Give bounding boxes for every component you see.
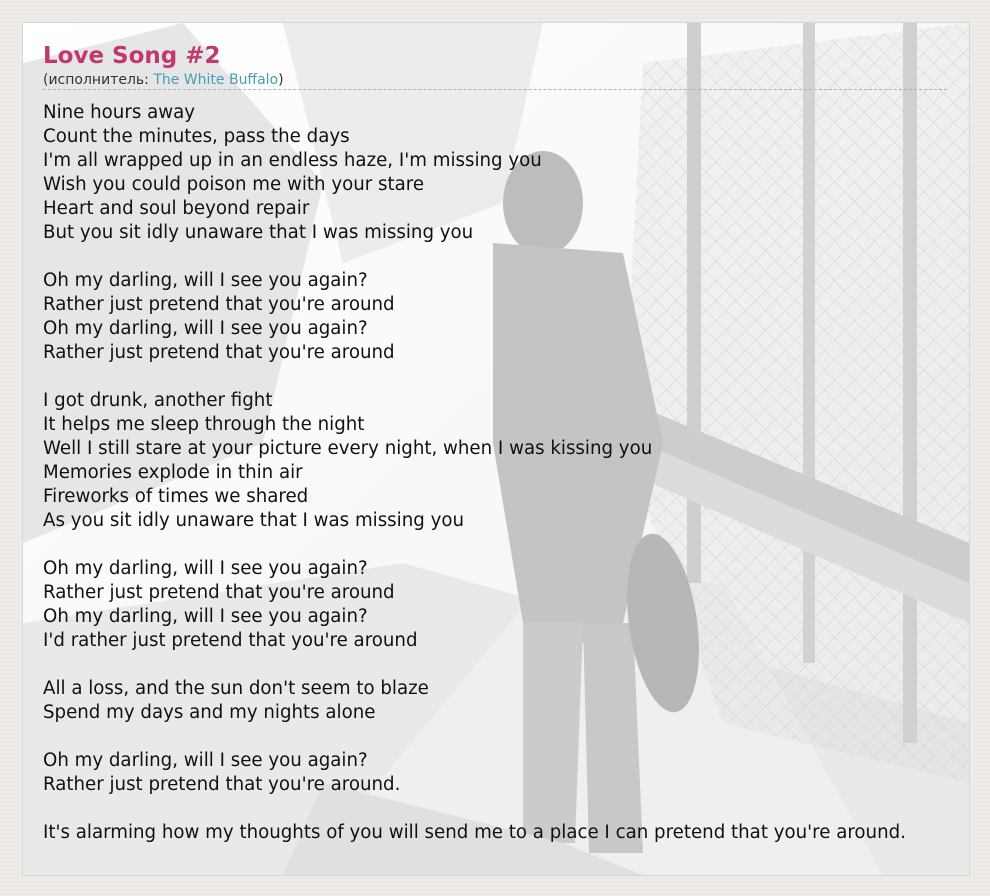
stanza — [43, 557, 969, 653]
lyric-line: Oh my darling, will I see you again? — [43, 606, 368, 627]
lyric-line: Oh my darling, will I see you again? — [43, 318, 368, 339]
lyric-line: Oh my darling, will I see you again? — [43, 270, 368, 291]
lyric-line: Nine hours away — [43, 102, 196, 123]
lyric-line: It's alarming how my thoughts of you will send me to a place I can pretend that you're around. — [43, 822, 906, 843]
artist-prefix: (исполнитель: — [43, 72, 154, 88]
lyric-line: Memories explode in thin air — [43, 462, 303, 483]
lyric-line: Heart and soul beyond repair — [43, 198, 310, 219]
lyric-line: Fireworks of times we shared — [43, 486, 309, 507]
stanza — [43, 101, 969, 245]
stanza-gap — [43, 533, 969, 557]
stanza — [43, 749, 969, 797]
stanza-gap — [43, 245, 969, 269]
lyric-line: Rather just pretend that you're around — [43, 582, 395, 603]
stanza — [43, 269, 969, 365]
lyric-line: Well I still stare at your picture every night, when I was kissing you — [43, 438, 653, 459]
lyric-line: Rather just pretend that you're around — [43, 342, 395, 363]
lyrics-card — [22, 22, 970, 876]
artist-line — [43, 71, 947, 90]
lyric-line: As you sit idly unaware that I was missing you — [43, 510, 464, 531]
artist-link[interactable]: The White Buffalo — [153, 72, 279, 88]
stanza — [43, 677, 969, 725]
lyric-line: Wish you could poison me with your stare — [43, 174, 425, 195]
artist-suffix: ) — [278, 72, 284, 88]
lyric-line: I'd rather just pretend that you're around — [43, 630, 418, 651]
stanza-gap — [43, 365, 969, 389]
lyric-line: I got drunk, another fight — [43, 390, 273, 411]
stanza — [43, 821, 969, 845]
lyric-line: I'm all wrapped up in an endless haze, I'm missing you — [43, 150, 542, 171]
lyric-line: Rather just pretend that you're around. — [43, 774, 401, 795]
song-title: Love Song #2 — [43, 43, 221, 69]
lyric-line: All a loss, and the sun don't seem to blaze — [43, 678, 429, 699]
stanza-gap — [43, 653, 969, 677]
stanza-gap — [43, 725, 969, 749]
lyric-line: Oh my darling, will I see you again? — [43, 750, 368, 771]
stanza-gap — [43, 797, 969, 821]
lyric-line: Rather just pretend that you're around — [43, 294, 395, 315]
lyric-line: Oh my darling, will I see you again? — [43, 558, 368, 579]
lyric-line: But you sit idly unaware that I was missing you — [43, 222, 474, 243]
lyrics-content — [43, 41, 969, 845]
lyrics-body — [43, 101, 969, 845]
lyric-line: Spend my days and my nights alone — [43, 702, 376, 723]
stanza — [43, 389, 969, 533]
lyric-line: It helps me sleep through the night — [43, 414, 365, 435]
lyric-line: Count the minutes, pass the days — [43, 126, 350, 147]
